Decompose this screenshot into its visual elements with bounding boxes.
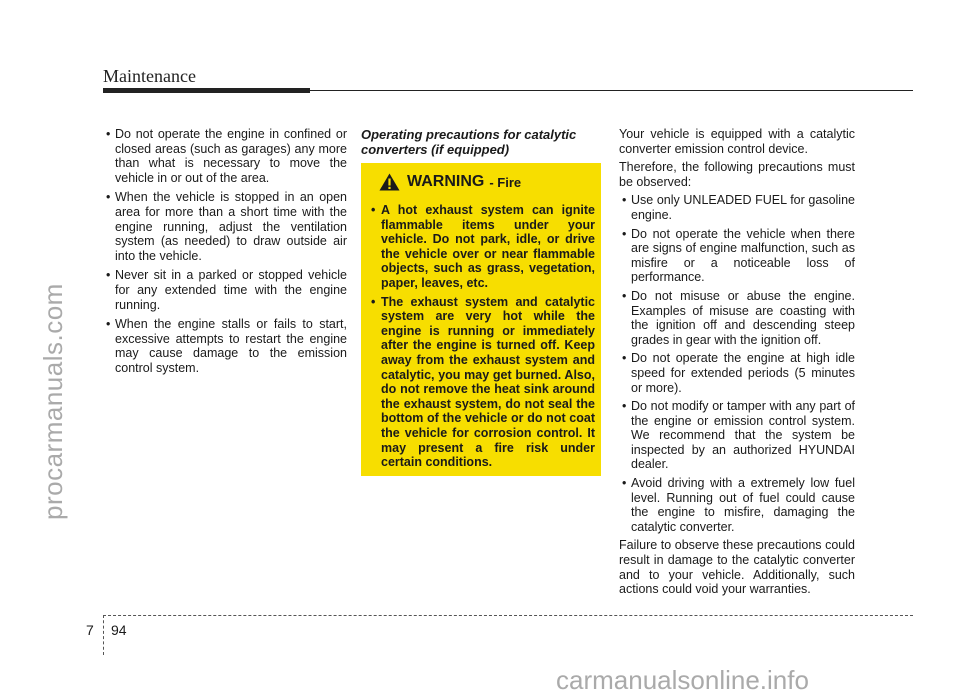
header-bar [103, 88, 310, 93]
list-item: • When the engine stalls or fails to start, excessive attempts to restart the engine may cause damage to the emission control system. [103, 317, 347, 375]
list-item: • Do not operate the engine in confined or closed areas (such as garages) any more than what is necessary to move the vehicle in or out of the area. [103, 127, 347, 185]
precautions-list [619, 193, 855, 534]
header-rule [310, 90, 913, 91]
list-item: • The exhaust system and catalytic system are very hot while the engine is running or immediately after the engine is turned off. Keep away from the exhaust system and catalytic, you may get burned. Also, do not remove the heat sink around the exhaust system, do not seal the bottom of the vehicle or do not coat the vehicle for corrosion control. It may present a fire risk under certain conditions. [369, 295, 595, 470]
warning-list [369, 203, 595, 474]
list-item: • Use only UNLEADED FUEL for gasoline engine. [619, 193, 855, 222]
page-number: 94 [111, 622, 127, 638]
warning-header [379, 173, 521, 191]
watermark-left: procarmanuals.com [38, 283, 68, 520]
footer-rule [103, 615, 913, 616]
warning-word: WARNING [407, 173, 485, 190]
warning-triangle-icon [379, 173, 400, 191]
emission-bullets [103, 127, 347, 376]
list-item: • A hot exhaust system can ignite flammable items under your vehicle. Do not park, idle, or drive the vehicle over or near flammable objects, such as grass, vegetation, paper, leaves, etc. [369, 203, 595, 291]
intro-paragraph-2: Therefore, the following precautions must be observed: [619, 160, 855, 189]
warning-box [361, 163, 601, 476]
closing-paragraph: Failure to observe these precautions could result in damage to the catalytic converter and to your vehicle. Additionally, such actions could void your warranties. [619, 538, 855, 597]
watermark-bottom: carmanualsonline.info [556, 665, 809, 695]
list-item: • Never sit in a parked or stopped vehicle for any extended time with the engine running. [103, 268, 347, 312]
warning-subtitle: - Fire [489, 174, 522, 190]
list-item: • Avoid driving with a extremely low fuel level. Running out of fuel could cause the engine to misfire, damaging the catalytic converter. [619, 476, 855, 534]
column-1 [103, 127, 347, 381]
list-item: • Do not operate the vehicle when there are signs of engine malfunction, such as misfire or a noticeable loss of performance. [619, 227, 855, 285]
list-item: • Do not modify or tamper with any part of the engine or emission control system. We recommend that the system be inspected by an authorized HYUNDAI dealer. [619, 399, 855, 472]
chapter-number: 7 [86, 622, 94, 638]
list-item: • Do not misuse or abuse the engine. Examples of misuse are coasting with the ignition off and descending steep grades in gear with the ignition off. [619, 289, 855, 347]
section-title: Operating precautions for catalytic converters (if equipped) [361, 127, 577, 157]
column-3 [619, 127, 855, 601]
list-item: • When the vehicle is stopped in an open area for more than a short time with the engine running, adjust the ventilation system (as needed) to draw outside air into the vehicle. [103, 190, 347, 263]
page-header-title: Maintenance [103, 66, 196, 86]
column-2 [361, 127, 603, 157]
intro-paragraph: Your vehicle is equipped with a catalytic converter emission control device. [619, 127, 855, 156]
list-item: • Do not operate the engine at high idle speed for extended periods (5 minutes or more). [619, 351, 855, 395]
footer-divider [103, 615, 104, 655]
